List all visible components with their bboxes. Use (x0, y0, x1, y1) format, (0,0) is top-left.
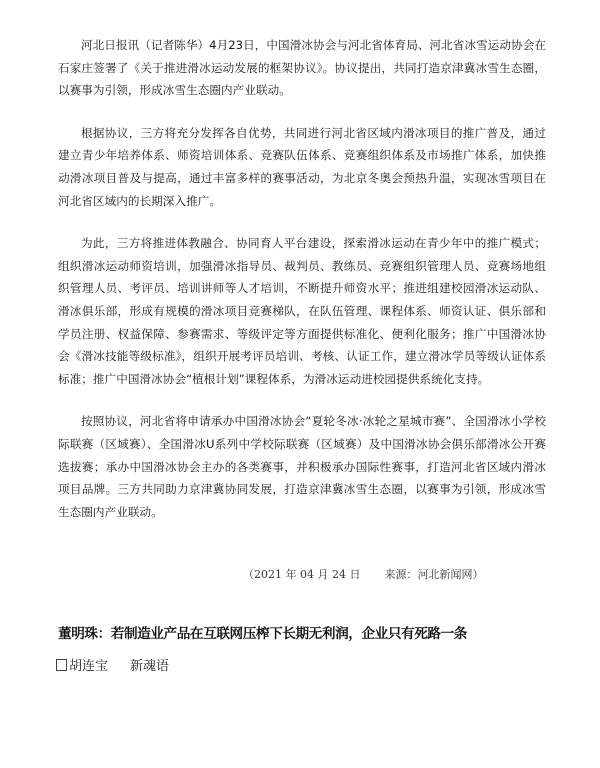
next-article-byline (56, 655, 169, 674)
article-dateline (243, 566, 483, 582)
article-paragraph-3: 为此，三方将推进体教融合、协同育人平台建设，探索滑冰运动在青少年中的推广模式；组织滑冰运动师资培训，加强滑冰指导员、裁判员、教练员、竞赛组织管理人员、竞赛场地组织管理人员、考评员、培训讲师等人才培训，不断提升师资水平；推进组建校园滑冰运动队、滑冰俱乐部，形成有规模的滑冰项目竞赛梯队，在队伍管理、课程体系、师资认证、俱乐部和学员注册、权益保障、参赛需求、等级评定等方面提供标准化、便利化服务；推广中国滑冰协会《滑冰技能等级标准》，组织开展考评员培训、考核、认证工作，建立滑冰学员等级认证体系标准；推广中国滑冰协会“植根计划”课程体系，为滑冰运动进校园提供系统化支持。 (58, 236, 546, 386)
checkbox-square-icon (56, 659, 67, 671)
next-article-headline[interactable]: 董明珠：若制造业产品在互联网压榨下长期无利润，企业只有死路一条 (58, 626, 468, 642)
byline-outlet: 新魂语 (130, 659, 170, 674)
article-source: 来源：河北新闻网） (384, 568, 484, 581)
article-date: （2021 年 04 月 24 日 (243, 568, 361, 581)
byline-author: 胡连宝 (69, 659, 109, 674)
article-paragraph-4: 按照协议，河北省将申请承办中国滑冰协会“夏轮冬冰·冰轮之星城市赛”、全国滑冰小学校际联赛（区域赛）、全国滑冰U系列中学校际联赛（区域赛）及中国滑冰协会俱乐部滑冰公开赛选拔赛；承办中国滑冰协会主办的各类赛事，并积极承办国际性赛事，打造河北省区域内滑冰项目品牌。三方共同助力京津冀协同发展，打造京津冀冰雪生态圈，以赛事为引领，形成冰雪生态圈内产业联动。 (58, 414, 546, 519)
article-paragraph-1: 河北日报讯（记者陈华）4月23日，中国滑冰协会与河北省体育局、河北省冰雪运动协会在石家庄签署了《关于推进滑冰运动发展的框架协议》。协议提出，共同打造京津冀冰雪生态圈，以赛事为引领，形成冰雪生态圈内产业联动。 (58, 38, 546, 98)
article-paragraph-2: 根据协议，三方将充分发挥各自优势，共同进行河北省区域内滑冰项目的推广普及，通过建立青少年培养体系、师资培训体系、竞赛队伍体系、竞赛组织体系及市场推广体系，加快推动滑冰项目普及与提高，通过丰富多样的赛事活动，为北京冬奥会预热升温，实现冰雪项目在河北省区域内的长期深入推广。 (58, 125, 546, 208)
article-body (58, 34, 546, 543)
